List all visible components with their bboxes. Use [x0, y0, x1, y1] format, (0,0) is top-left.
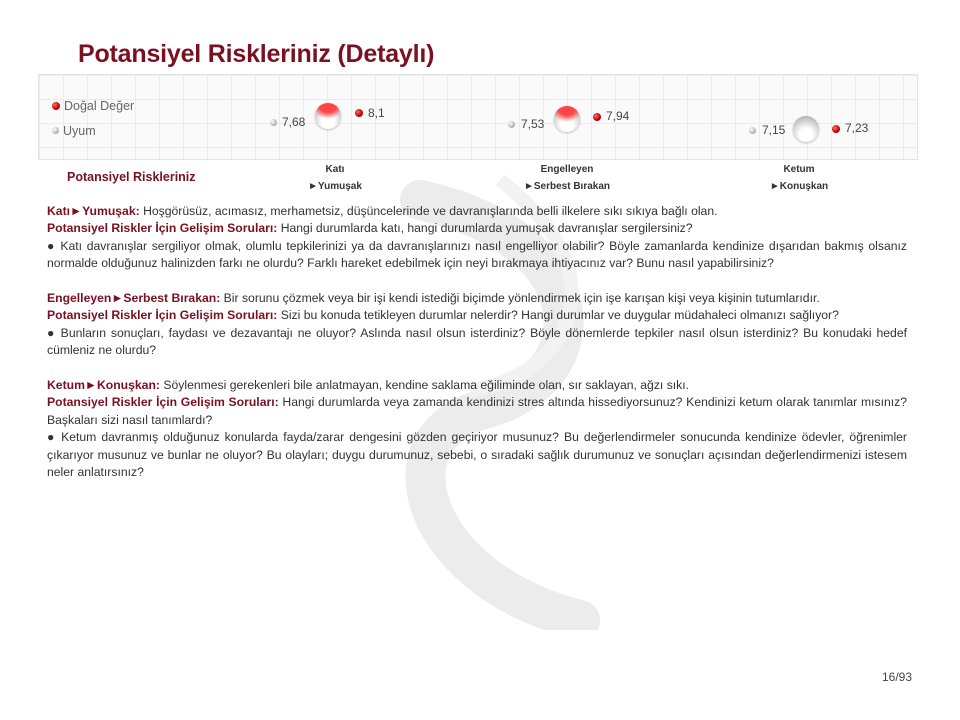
- value-sphere: [315, 103, 341, 129]
- adaptation-value-label: 7,53: [521, 117, 545, 131]
- axis-label-kati-yumusak: [285, 161, 385, 195]
- arrow-icon: ►: [769, 181, 780, 192]
- value-sphere: [793, 116, 819, 142]
- section-questions: [47, 307, 907, 324]
- natural-point: [832, 125, 840, 133]
- arrow-icon: ►: [308, 181, 318, 192]
- section-questions: [47, 220, 907, 237]
- questions-label: Potansiyel Riskler İçin Gelişim Soruları:: [47, 308, 278, 323]
- questions-label: Potansiyel Riskler İçin Gelişim Soruları:: [47, 395, 279, 410]
- legend-item-natural: [52, 93, 134, 118]
- definition-text: Hoşgörüsüz, acımasız, merhametsiz, düşüncelerinde ve davranışlarında belli ilkelere sıkı sıkıya bağlı olan.: [143, 204, 718, 218]
- natural-point: [355, 109, 363, 117]
- legend-item-adaptation: [52, 118, 134, 143]
- natural-point: [593, 113, 601, 121]
- axis-label-top: Engelleyen: [540, 164, 594, 175]
- section-definition: [47, 377, 907, 394]
- section-heading: Ketum►Konuşkan:: [47, 378, 160, 393]
- questions-text: Sizi bu konuda tetikleyen durumlar nelerdir? Hangi durumlar ve duygular müdahaleci olmanızı sağlıyor?: [280, 308, 839, 323]
- natural-value-label: 7,23: [845, 121, 869, 135]
- adaptation-point: [508, 121, 515, 128]
- value-sphere: [554, 106, 580, 132]
- definition-text: Bir sorunu çözmek veya bir işi kendi istediği biçimde yönlendirmek için işe karışan kişi veya kişinin tutumlarıdır.: [223, 291, 820, 306]
- natural-value-label: 7,94: [606, 109, 630, 123]
- questions-text: Hangi durumlarda katı, hangi durumlarda yumuşak davranışlar sergilersiniz?: [280, 221, 693, 236]
- adaptation-point: [270, 119, 277, 126]
- section-heading: Engelleyen►Serbest Bırakan:: [47, 291, 221, 306]
- legend-label: Uyum: [63, 123, 96, 138]
- page-title: Potansiyel Riskleriniz (Detaylı): [78, 40, 435, 68]
- chart-row-label: Potansiyel Riskleriniz: [67, 170, 196, 184]
- definition-text: Söylenmesi gerekenleri bile anlatmayan, kendine saklama eğiliminde olan, sır saklayan, ağzı sıkı.: [163, 378, 690, 393]
- axis-label-bottom: Yumuşak: [317, 181, 362, 192]
- natural-value-label: 8,1: [368, 106, 385, 120]
- questions-text: Hangi durumlarda veya zamanda kendinizi stres altında hissediyorsunuz? Kendinizi ketum olarak tanımlar mısınız? Başkaları sizi nasıl tanımlardı?: [47, 395, 908, 427]
- risk-details: [47, 203, 907, 481]
- section-questions: [47, 394, 907, 429]
- section-bullet: ● Katı davranışlar sergiliyor olmak, olumlu tepkilerinizi ya da davranışlarınızı nasıl engelliyor olabilir? Böyle zamanlarda kendinize dışarıdan bakmış olsanız normalde olduğunuz halinizden farkı ne olurdu? Farklı hareket edebilmek için neyi bırakmaya ihtiyacınız var? Bunu nasıl yapabilirsiniz?: [47, 238, 907, 271]
- red-dot-icon: [52, 102, 60, 110]
- grey-dot-icon: [52, 127, 59, 134]
- section-bullet: ● Ketum davranmış olduğunuz konularda fayda/zarar dengesini gözden geçiriyor musunuz? Bu değerlendirmeler sonucunda kendinize ödevler, öğrenimler çıkarıyor musunuz ve bunlar ne oluyor? Bu olayları; duygu durumunuz, sebebi, o sıradaki sağlık durumunuz ve sonuçları açısından değerlendirmenizi istesem neler anlatırsınız?: [47, 430, 907, 480]
- axis-label-engelleyen-serbest: [507, 161, 627, 195]
- axis-label-bottom: Konuşkan: [779, 181, 829, 192]
- chart-panel: [38, 74, 918, 160]
- legend-label: Doğal Değer: [64, 98, 135, 113]
- axis-label-ketum-konuskan: [749, 161, 849, 195]
- adaptation-point: [749, 127, 756, 134]
- axis-label-top: Katı: [325, 164, 345, 175]
- adaptation-value-label: 7,68: [282, 115, 306, 129]
- section-heading: Katı►Yumuşak:: [47, 204, 140, 218]
- section-definition: [47, 203, 907, 220]
- axis-label-top: Ketum: [783, 164, 815, 175]
- adaptation-value-label: 7,15: [762, 123, 786, 137]
- page-number: 16/93: [881, 670, 912, 684]
- questions-label: Potansiyel Riskler İçin Gelişim Soruları:: [47, 221, 278, 236]
- section-definition: [47, 290, 907, 307]
- arrow-icon: ►: [523, 181, 534, 192]
- axis-label-bottom: Serbest Bırakan: [533, 181, 611, 192]
- section-bullet: ● Bunların sonuçları, faydası ve dezavantajı ne oluyor? Aslında nasıl olsun isterdiniz? Böyle dönemlerde tepkiler nasıl olsun isterdiniz? Bu konudaki hedef cümleniz ne olurdu?: [47, 325, 907, 358]
- chart-legend: [52, 93, 134, 143]
